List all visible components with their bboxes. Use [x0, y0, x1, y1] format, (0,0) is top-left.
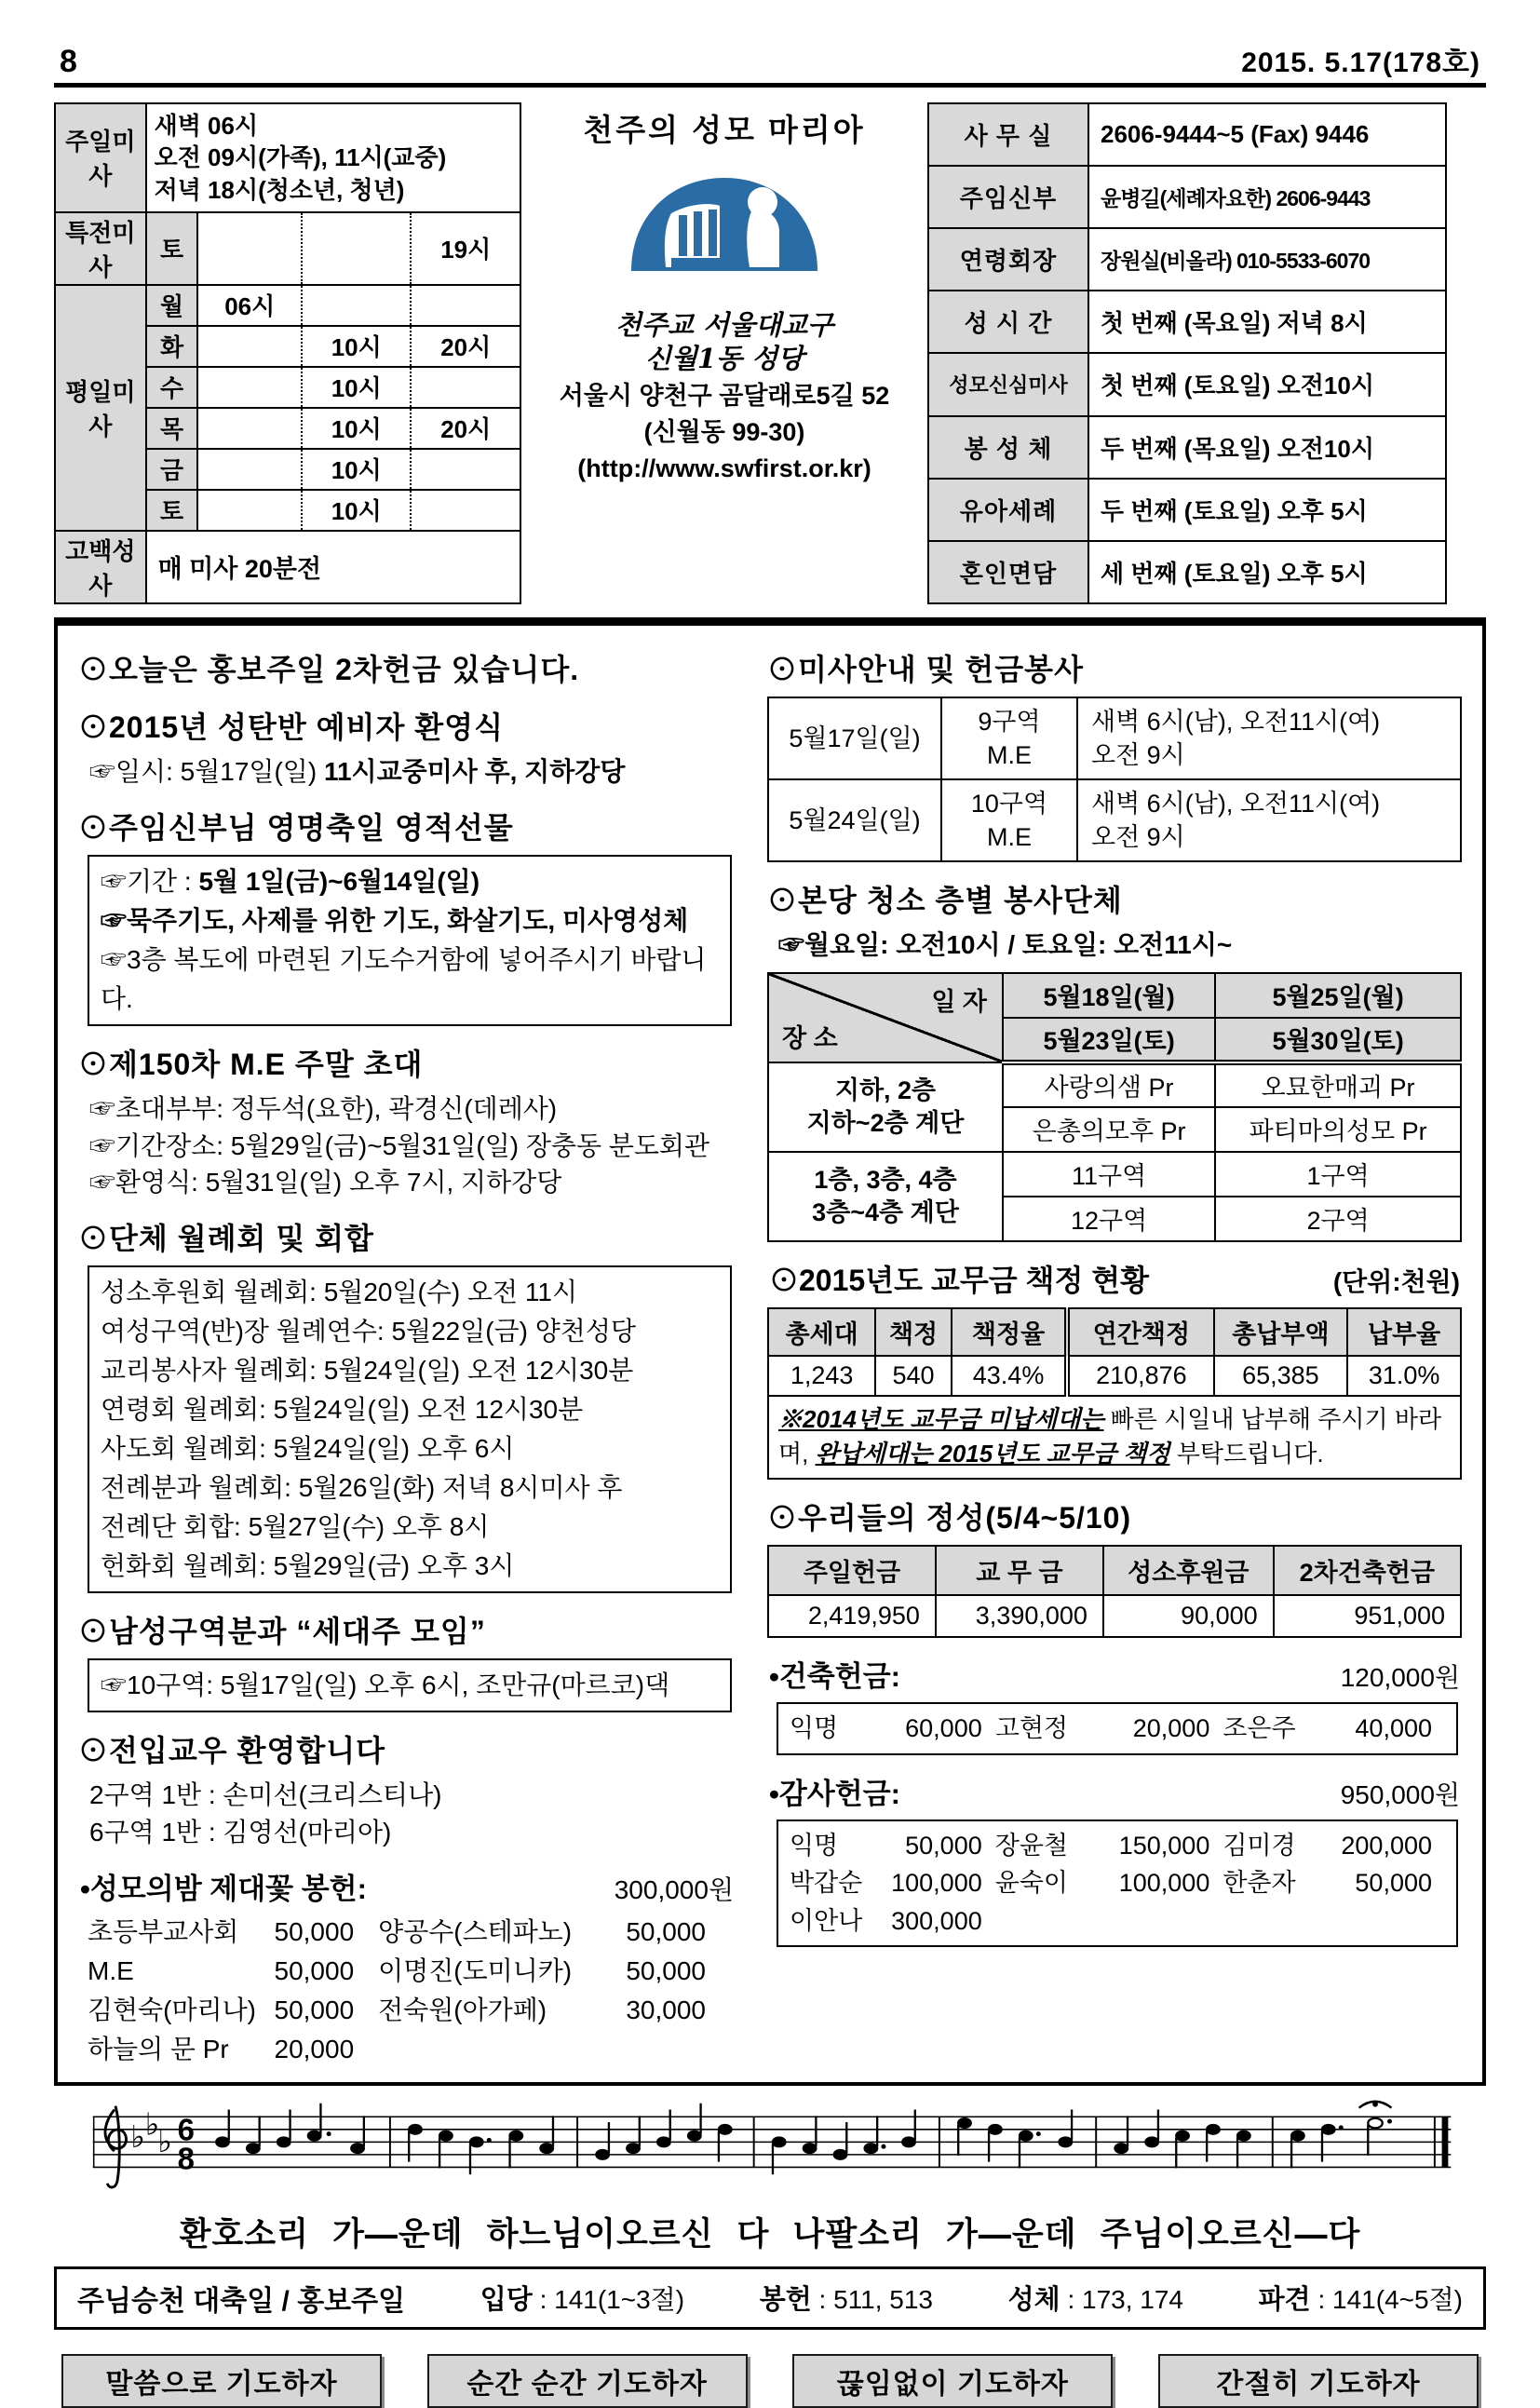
altar-flower-title: •성모의밤 제대꽃 봉헌:	[80, 1872, 367, 1905]
sunday-mass-times: 새벽 06시 오전 09시(가족), 11시(교중) 저녁 18시(청소년, 청년)	[146, 103, 520, 212]
section-title-monthly-meetings: ⊙단체 월례회 및 회합	[78, 1222, 374, 1256]
dues-table	[767, 1307, 1462, 1480]
table-row: 1,243 540 43.4% 210,876 65,385 31.0%	[768, 1356, 1461, 1396]
confession-value: 매 미사 20분전	[146, 531, 520, 603]
church-address-line2: (신월동 99-30)	[643, 417, 805, 446]
building-fund-total: 120,000원	[1340, 1663, 1460, 1693]
table-row: 1층, 3층, 4층 3층~4층 계단 11구역 1구역	[768, 1152, 1461, 1197]
donor-amount: 100,000	[891, 1869, 982, 1898]
section-title-me-weekend: ⊙제150차 M.E 주말 초대	[78, 1047, 424, 1081]
table-row: 금 10시	[55, 449, 520, 490]
altar-flower-donor-grid	[88, 1913, 730, 2069]
householders-meeting-line: ☞10구역: 5월17일(일) 오후 6시, 조만규(마르코)댁	[101, 1671, 670, 1700]
list-item: 성소후원회 월례회: 5월20일(수) 오전 11시	[101, 1278, 578, 1307]
prayer-slogan-row	[54, 2354, 1486, 2408]
donor-name: 전숙원(아가페)	[378, 1995, 547, 2024]
hymn-music-section	[54, 2095, 1486, 2255]
donor-amount: 30,000	[626, 1995, 706, 2024]
table-row: 5월24일(일) 10구역 M.E 새벽 6시(남), 오전11시(여) 오전 9시	[768, 779, 1461, 861]
gift-prayers-line: ☞묵주기도, 사제를 위한 기도, 화살기도, 미사영성체	[101, 905, 689, 935]
donor-name: 익명	[790, 1831, 839, 1860]
donor-name: M.E	[88, 1955, 134, 1985]
table-row	[55, 103, 520, 212]
prayer-slogan-4: 간절히 기도하자	[1158, 2354, 1479, 2408]
table-row: 성모신심미사 첫 번째 (토요일) 오전10시	[928, 353, 1446, 415]
top-info-row	[54, 102, 1486, 604]
prayer-slogan-3: 끊임없이 기도하자	[792, 2354, 1113, 2408]
prayer-slogan-2: 순간 순간 기도하자	[427, 2354, 748, 2408]
church-logo-icon	[623, 157, 826, 306]
list-item: 전례분과 월례회: 5월26일(화) 저녁 8시미사 후	[101, 1473, 623, 1503]
new-member-line: 6구역 1반 : 김영선(마리아)	[89, 1817, 392, 1847]
svg-text:♭: ♭	[157, 2123, 172, 2158]
right-column	[767, 644, 1462, 2069]
page-header	[54, 39, 1486, 88]
cleaning-schedule-line: ☞월요일: 오전10시 / 토요일: 오전11시~	[778, 929, 1233, 959]
me-welcome-line: ☞환영식: 5월31일(일) 오후 7시, 지하강당	[89, 1168, 562, 1197]
donor-name: 이명진(도미니카)	[378, 1955, 573, 1985]
contact-info-table	[927, 102, 1447, 604]
donor-name: 익명	[790, 1714, 839, 1743]
table-row: 평일미사 월 06시	[55, 285, 520, 326]
gift-period-line: ☞기간 : 5월 1일(금)~6월14일(일)	[101, 866, 480, 896]
table-row: 봉 성 체 두 번째 (목요일) 오전10시	[928, 416, 1446, 479]
section-title-cleaning: ⊙본당 청소 층별 봉사단체	[767, 883, 1123, 917]
list-item: 여성구역(반)장 월례연수: 5월22일(금) 양천성당	[101, 1317, 636, 1346]
donor-amount: 60,000	[905, 1714, 982, 1743]
table-row: 주임신부 윤병길(세례자요한) 2606-9443	[928, 166, 1446, 228]
donor-name: 박갑순	[790, 1869, 863, 1898]
parish-calligraphy: 신월1동 성당	[644, 343, 804, 375]
table-row: 은총의모후 Pr 파티마의성모 Pr	[768, 1107, 1461, 1152]
section-title-mass-service: ⊙미사안내 및 헌금봉사	[767, 652, 1084, 686]
table-row: 수 10시	[55, 367, 520, 408]
donor-name: 양공수(스테파노)	[378, 1916, 573, 1946]
offerings-table	[767, 1545, 1462, 1638]
mass-service-table	[767, 697, 1462, 862]
building-fund-box	[777, 1702, 1458, 1755]
donor-name: 한춘자	[1223, 1869, 1296, 1898]
table-row: 5월17일(일) 9구역 M.E 새벽 6시(남), 오전11시(여) 오전 9시	[768, 697, 1461, 779]
householders-meeting-box	[88, 1658, 732, 1712]
monthly-meetings-box	[88, 1265, 732, 1593]
hymn-lyrics: 환호소리 가―운데 하느님이오르신 다 나팔소리 가―운데 주님이오르신―다	[179, 2214, 1361, 2253]
table-row: 5월23일(토) 5월30일(토)	[768, 1018, 1461, 1062]
vigil-mass-label: 특전미사	[55, 212, 146, 285]
table-row	[768, 1396, 1461, 1479]
altar-flower-total: 300,000원	[614, 1874, 734, 1904]
building-fund-header	[769, 1653, 1460, 1695]
confession-label: 고백성사	[55, 531, 146, 603]
donor-name: 윤숙이	[994, 1869, 1068, 1898]
donor-name: 김미경	[1223, 1831, 1296, 1860]
donor-amount: 50,000	[1355, 1869, 1432, 1898]
hymn-offertory: 봉헌 : 511, 513	[759, 2285, 933, 2316]
section-title-catechumen-welcome: ⊙2015년 성탄반 예비자 환영식	[78, 710, 504, 744]
donor-amount: 200,000	[1341, 1831, 1432, 1860]
catechumen-welcome-line: ☞일시: 5월17일(일) 11시교중미사 후, 지하강당	[89, 756, 626, 786]
donor-amount: 50,000	[626, 1955, 706, 1985]
donor-name: 이안나	[790, 1906, 863, 1935]
feastday-gift-box	[88, 855, 732, 1026]
section-title-householders-meeting: ⊙남성구역분과 “세대주 모임”	[78, 1615, 486, 1649]
list-item: 연령회 월례회: 5월24일(일) 오전 12시30분	[101, 1395, 584, 1425]
table-row: 성 시 간 첫 번째 (목요일) 저녁 8시	[928, 291, 1446, 353]
thanksgiving-header	[769, 1770, 1460, 1812]
prayer-slogan-1: 말씀으로 기도하자	[61, 2354, 382, 2408]
table-row	[55, 531, 520, 603]
dues-unit: (단위:천원)	[1332, 1266, 1460, 1296]
table-row: 유아세례 두 번째 (토요일) 오후 5시	[928, 479, 1446, 541]
hymn-dismissal: 파견 : 141(4~5절)	[1258, 2285, 1463, 2316]
list-item: 전례단 회합: 5월27일(수) 오후 8시	[101, 1512, 490, 1542]
issue-date: 2015. 5.17(178호)	[1241, 47, 1480, 78]
me-schedule-line: ☞기간장소: 5월29일(금)~5월31일(일) 장충동 분도회관	[89, 1130, 710, 1160]
donor-name: 김현숙(마리나)	[88, 1995, 256, 2024]
svg-text:6: 6	[177, 2112, 195, 2147]
list-item: 사도회 월례회: 5월24일(일) 오후 6시	[101, 1434, 515, 1464]
table-row: 혼인면담 세 번째 (토요일) 오후 5시	[928, 541, 1446, 603]
thanksgiving-total: 950,000원	[1340, 1779, 1460, 1809]
diagonal-header-cell: 일 자 장 소	[768, 973, 1003, 1062]
section-title-dues: ⊙2015년도 교무금 책정 현황	[769, 1263, 1150, 1297]
donor-amount: 50,000	[905, 1831, 982, 1860]
svg-text:♭: ♭	[130, 2118, 145, 2154]
donor-amount: 50,000	[274, 1916, 355, 1946]
building-fund-label: •건축헌금:	[769, 1660, 900, 1694]
gift-dropbox-line: ☞3층 복도에 마련된 기도수거함에 넣어주시기 바랍니다.	[101, 944, 707, 1013]
section-title-feastday-gift: ⊙주임신부님 영명축일 영적선물	[78, 810, 514, 845]
table-row: 2,419,950 3,390,000 90,000 951,000	[768, 1595, 1461, 1637]
section-title-second-collection: ⊙오늘은 홍보주일 2차헌금 있습니다.	[78, 652, 580, 686]
left-column	[78, 644, 736, 2069]
donor-name: 고현정	[994, 1714, 1068, 1743]
donor-name: 조은주	[1223, 1714, 1296, 1743]
new-member-line: 2구역 1반 : 손미선(크리스티나)	[89, 1780, 442, 1810]
donor-amount: 20,000	[274, 2034, 355, 2063]
svg-text:♭: ♭	[144, 2106, 160, 2142]
church-title: 천주의 성모 마리아	[583, 113, 866, 147]
thanksgiving-label: •감사헌금:	[769, 1777, 900, 1810]
table-row: 연령회장 장원실(비올라) 010-5533-6070	[928, 228, 1446, 291]
donor-name: 하늘의 문 Pr	[88, 2034, 229, 2063]
hymn-numbers-row	[54, 2266, 1486, 2330]
table-row: 사 무 실 2606-9444~5 (Fax) 9446	[928, 103, 1446, 166]
weekday-mass-label: 평일미사	[55, 285, 146, 531]
table-row: 일 자 장 소 5월18일(월) 5월25일(월)	[768, 973, 1461, 1018]
sunday-mass-label: 주일미사	[55, 103, 146, 212]
donor-amount: 50,000	[274, 1995, 355, 2024]
hymn-communion: 성체 : 173, 174	[1007, 2285, 1184, 2316]
diocese-calligraphy: 천주교 서울대교구	[615, 309, 834, 341]
donor-amount: 300,000	[891, 1906, 982, 1935]
mass-schedule-table	[54, 102, 521, 604]
table-row: 목 10시 20시	[55, 408, 520, 449]
table-row: 주일헌금 교 무 금 성소후원금 2차건축헌금	[768, 1546, 1461, 1595]
table-row: 12구역 2구역	[768, 1197, 1461, 1241]
table-row: 지하, 2층 지하~2층 계단 사랑의샘 Pr 오묘한매괴 Pr	[768, 1062, 1461, 1107]
table-row: 특전미사 토 19시	[55, 212, 520, 285]
svg-text:8: 8	[177, 2141, 195, 2176]
music-notation-icon	[58, 2097, 1486, 2207]
me-couple-line: ☞초대부부: 정두석(요한), 곽경신(데레사)	[89, 1093, 558, 1123]
dues-header	[769, 1257, 1460, 1300]
hymn-entrance: 입당 : 141(1~3절)	[480, 2285, 685, 2316]
building-fund-grid	[790, 1710, 1445, 1748]
church-website: (http://www.swfirst.or.kr)	[577, 453, 871, 482]
thanksgiving-grid	[790, 1827, 1445, 1941]
list-item: 헌화회 월례회: 5월29일(금) 오후 3시	[101, 1551, 515, 1581]
dues-note: ※2014년도 교무금 미납세대는 빠른 시일내 납부해 주시기 바라며, 완납세대는 2015년도 교무금 책정 부탁드립니다.	[768, 1396, 1461, 1479]
altar-flower-offering-header	[80, 1865, 734, 1907]
donor-amount: 100,000	[1118, 1869, 1210, 1898]
donor-name: 장윤철	[994, 1831, 1068, 1860]
donor-amount: 50,000	[274, 1955, 355, 1985]
thanksgiving-box	[777, 1820, 1458, 1948]
cleaning-table	[767, 972, 1462, 1242]
donor-amount: 150,000	[1118, 1831, 1210, 1860]
section-title-new-members: ⊙전입교우 환영합니다	[78, 1734, 386, 1768]
page-number: 8	[60, 44, 77, 79]
table-row: 토 10시	[55, 490, 520, 531]
church-address-line1: 서울시 양천구 곰달래로5길 52	[559, 381, 890, 410]
feast-name: 주님승천 대축일 / 홍보주일	[77, 2285, 406, 2317]
donor-amount: 20,000	[1132, 1714, 1210, 1743]
church-identity	[542, 102, 907, 604]
section-title-offerings: ⊙우리들의 정성(5/4~5/10)	[767, 1501, 1132, 1535]
list-item: 교리봉사자 월례회: 5월24일(일) 오전 12시30분	[101, 1356, 634, 1386]
table-row: 화 10시 20시	[55, 326, 520, 367]
table-row: 총세대 책정 책정율 연간책정 총납부액 납부율	[768, 1308, 1461, 1356]
donor-amount: 50,000	[626, 1916, 706, 1946]
donor-name: 초등부교사회	[88, 1916, 239, 1946]
donor-amount: 40,000	[1355, 1714, 1432, 1743]
announcements-box	[54, 617, 1486, 2086]
